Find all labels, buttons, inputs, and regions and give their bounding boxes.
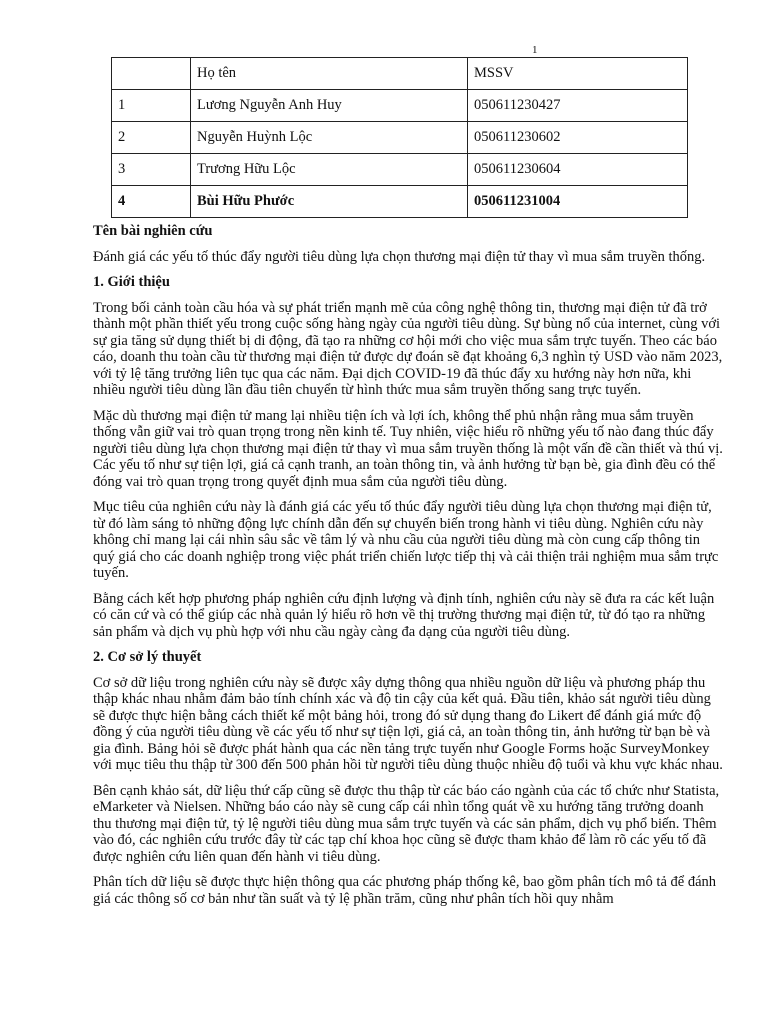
table-cell-no: 1 — [112, 90, 191, 122]
table-row — [112, 186, 688, 218]
members-table — [111, 57, 688, 218]
table-row — [112, 154, 688, 186]
table-cell-name: Nguyễn Huỳnh Lộc — [191, 122, 468, 154]
section-heading-introduction: 1. Giới thiệu — [93, 274, 170, 290]
table-cell-no: 4 — [112, 186, 191, 218]
table-cell-name: Trương Hữu Lộc — [191, 154, 468, 186]
paragraph: Mục tiêu của nghiên cứu này là đánh giá các yếu tố thúc đẩy người tiêu dùng lựa chọn thương mại điện tử, từ đó làm sáng tỏ những động lực chính dẫn đến sự chuyển biến trong hành vi tiêu dùng. Nghiên cứu này không chỉ mang lại cái nhìn sâu sắc về tâm lý và nhu cầu của người tiêu dùng mà còn cung cấp thông tin quý giá cho các doanh nghiệp trong việc phát triển chiến lược tiếp thị và cải thiện trải nghiệm mua sắm trực tuyến. — [93, 499, 719, 581]
table-cell-name: Bùi Hữu Phước — [191, 186, 468, 218]
research-title-heading: Tên bài nghiên cứu — [93, 223, 213, 239]
paragraph: Bên cạnh khảo sát, dữ liệu thứ cấp cũng sẽ được thu thập từ các báo cáo ngành của các tổ chức như Statista, eMarketer và Nielsen. Những báo cáo này sẽ cung cấp cái nhìn tổng quát về xu hướng tăng trưởng doanh thu thương mại điện tử, tỷ lệ người tiêu dùng mua sắm trực tuyến và các sản phẩm, dịch vụ phổ biến. Thêm vào đó, các nghiên cứu trước đây từ các tạp chí khoa học cũng sẽ được tham khảo để làm rõ các yếu tố đã được nghiên cứu liên quan đến hành vi tiêu dùng. — [93, 782, 720, 865]
table-header-cell — [112, 58, 191, 90]
document-body — [93, 223, 725, 916]
research-title: Đánh giá các yếu tố thúc đẩy người tiêu dùng lựa chọn thương mại điện tử thay vì mua sắm truyền thống. — [93, 248, 706, 265]
table-cell-id: 050611230427 — [468, 90, 688, 122]
table-cell-id: 050611231004 — [468, 186, 688, 218]
paragraph: Bằng cách kết hợp phương pháp nghiên cứu định lượng và định tính, nghiên cứu này sẽ đưa ra các kết luận có căn cứ và có thể giúp các nhà quản lý hiểu rõ hơn về thị trường thương mại điện tử, từ đó tạo ra những sản phẩm và dịch vụ phù hợp với nhu cầu ngày càng đa dạng của người tiêu dùng. — [93, 590, 715, 640]
table-row — [112, 90, 688, 122]
table-header-cell: Họ tên — [191, 58, 468, 90]
table-cell-name: Lương Nguyễn Anh Huy — [191, 90, 468, 122]
table-cell-id: 050611230602 — [468, 122, 688, 154]
paragraph: Cơ sở dữ liệu trong nghiên cứu này sẽ được xây dựng thông qua nhiều nguồn dữ liệu và phương pháp thu thập khác nhau nhằm đảm bảo tính chính xác và độ tin cậy của kết quả. Đầu tiên, khảo sát người tiêu dùng sẽ được thực hiện bằng cách thiết kế một bảng hỏi, trong đó sử dụng thang đo Likert để đánh giá mức độ đồng ý của người tiêu dùng về các yếu tố như sự tiện lợi, giá cả, an toàn thông tin, ảnh hưởng từ bạn bè và gia đình. Bảng hỏi sẽ được phát hành qua các nền tảng trực tuyến như Google Forms hoặc SurveyMonkey với mục tiêu thu thập từ 300 đến 500 phản hồi từ người tiêu dùng thuộc nhiều độ tuổi và khu vực khác nhau. — [93, 674, 723, 773]
page-number: 1 — [532, 44, 538, 56]
paragraph: Mặc dù thương mại điện tử mang lại nhiều tiện ích và lợi ích, không thể phủ nhận rằng mua sắm truyền thống vẫn giữ vai trò quan trọng trong nền kinh tế. Tuy nhiên, việc hiểu rõ những yếu tố nào đang thúc đẩy người tiêu dùng lựa chọn thương mại điện tử thay vì mua sắm truyền thống là một vấn đề cần thiết và thú vị. Các yếu tố như sự tiện lợi, giá cả cạnh tranh, an toàn thông tin, và ảnh hưởng từ bạn bè, gia đình đều có thể đóng vai trò quan trọng trong quyết định mua sắm của người tiêu dùng. — [93, 407, 723, 490]
table-cell-id: 050611230604 — [468, 154, 688, 186]
section-heading-theory: 2. Cơ sở lý thuyết — [93, 649, 202, 665]
paragraph: Phân tích dữ liệu sẽ được thực hiện thông qua các phương pháp thống kê, bao gồm phân tích mô tả để đánh giá các thông số cơ bản như tần suất và tỷ lệ phần trăm, cũng như phân tích hồi quy nhằm — [93, 874, 717, 907]
table-cell-no: 3 — [112, 154, 191, 186]
table-row — [112, 122, 688, 154]
table-header-row — [112, 58, 688, 90]
table-header-cell: MSSV — [468, 58, 688, 90]
table-cell-no: 2 — [112, 122, 191, 154]
paragraph: Trong bối cảnh toàn cầu hóa và sự phát triển mạnh mẽ của công nghệ thông tin, thương mại điện tử đã trở thành một phần thiết yếu trong cuộc sống hàng ngày của người tiêu dùng. Sự bùng nổ của internet, cùng với sự gia tăng sử dụng thiết bị di động, đã tạo ra những cơ hội mới cho việc mua sắm trực tuyến. Theo các báo cáo, doanh thu toàn cầu từ thương mại điện tử được dự đoán sẽ đạt khoảng 6,3 nghìn tỷ USD vào năm 2023, với tỷ lệ tăng trưởng liên tục qua các năm. Đại dịch COVID-19 đã thúc đẩy xu hướng này hơn nữa, khi nhiều người tiêu dùng lần đầu tiên chuyển từ hình thức mua sắm truyền thống sang trực tuyến. — [93, 299, 723, 398]
